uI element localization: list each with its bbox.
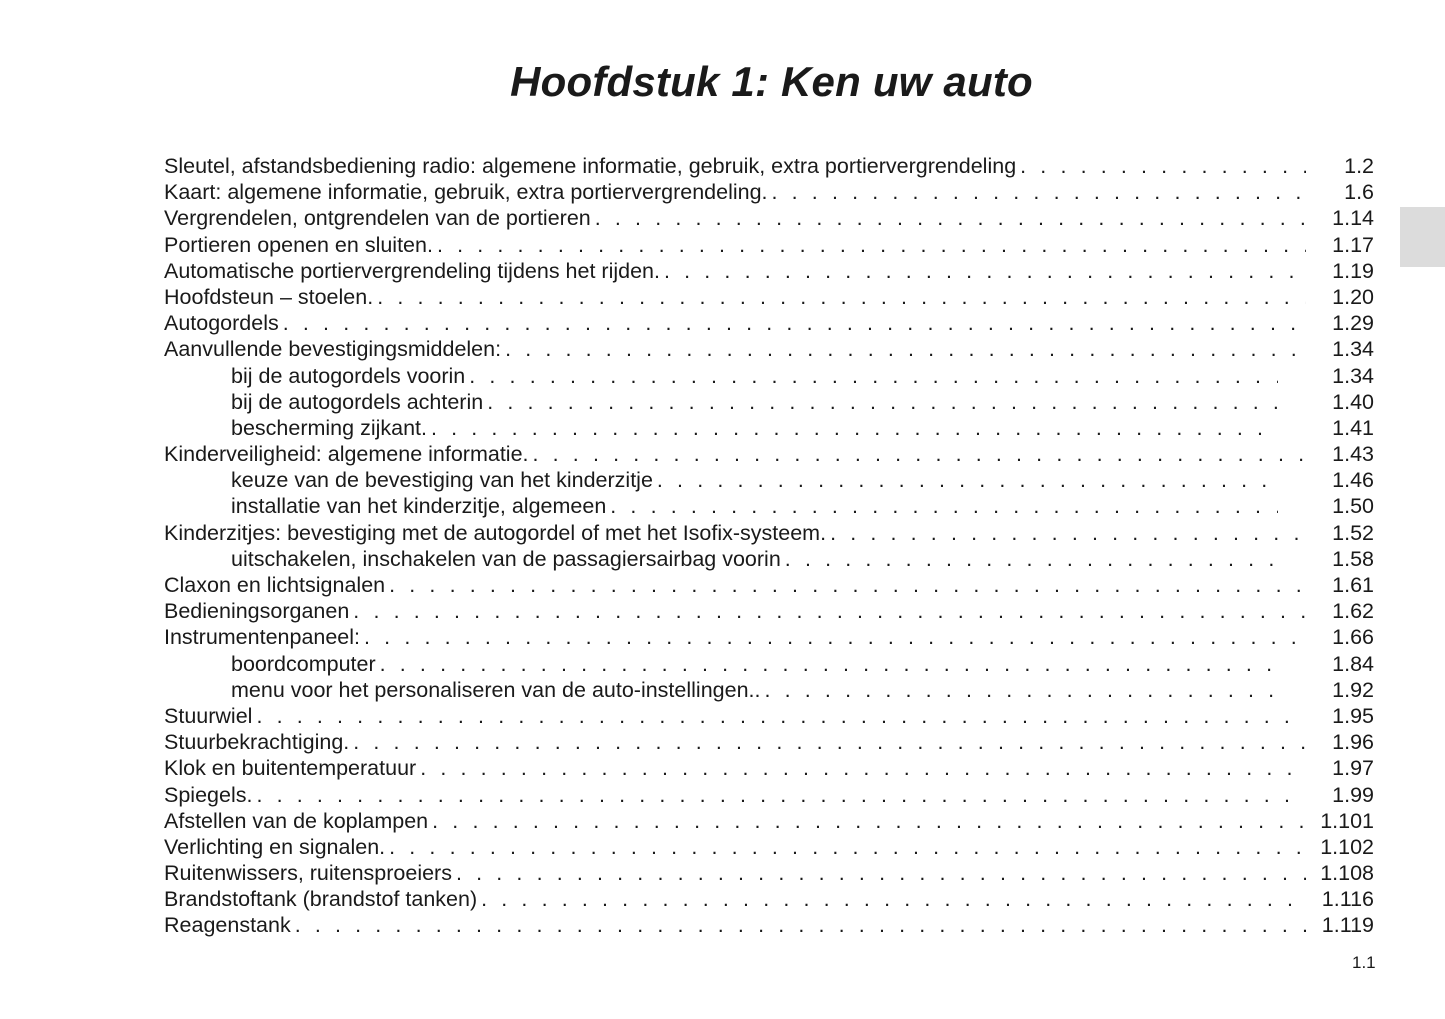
- dot-leader: [432, 808, 1306, 834]
- toc-entry-page: 1.50: [1332, 494, 1374, 519]
- dot-leader: [377, 284, 1306, 310]
- toc-entry-page: 1.58: [1332, 546, 1374, 571]
- dot-leader: [533, 441, 1306, 467]
- toc-entry[interactable]: [164, 520, 1374, 546]
- toc-entry[interactable]: [164, 232, 1374, 258]
- dot-leader: [664, 258, 1306, 284]
- toc-entry[interactable]: [164, 179, 1374, 205]
- toc-entry-page: 1.52: [1332, 520, 1374, 545]
- toc-entry[interactable]: [164, 284, 1374, 310]
- toc-entry-label: Kaart: algemene informatie, gebruik, extra portiervergrendeling.: [164, 180, 768, 205]
- toc-entry-page: 1.99: [1332, 782, 1374, 807]
- toc-subentry[interactable]: [164, 363, 1374, 389]
- toc-entry[interactable]: [164, 310, 1374, 336]
- toc-entry[interactable]: [164, 808, 1374, 834]
- dot-leader: [256, 703, 1306, 729]
- toc-entry-page: 1.66: [1332, 625, 1374, 650]
- dot-leader: [283, 310, 1306, 336]
- toc-entry[interactable]: [164, 205, 1374, 231]
- toc-subentry[interactable]: [164, 651, 1374, 677]
- toc-entry-page: 1.41: [1332, 415, 1374, 440]
- toc-entry-page: 1.17: [1332, 232, 1374, 257]
- toc-entry-page: 1.2: [1344, 154, 1374, 178]
- toc-entry-label: Klok en buitentemperatuur: [164, 756, 417, 781]
- toc-entry-page: 1.97: [1332, 756, 1374, 781]
- table-of-contents: [164, 153, 1374, 939]
- toc-entry[interactable]: [164, 598, 1374, 624]
- toc-entry[interactable]: [164, 624, 1374, 650]
- dot-leader: [764, 677, 1278, 703]
- toc-entry-label: Reagenstank: [164, 913, 291, 938]
- toc-entry[interactable]: [164, 834, 1374, 860]
- toc-subentry[interactable]: [164, 677, 1374, 703]
- toc-entry-label: installatie van het kinderzitje, algemeen: [231, 494, 607, 519]
- dot-leader: [389, 572, 1306, 598]
- toc-entry-label: Ruitenwissers, ruitensproeiers: [164, 861, 452, 886]
- toc-entry-label: Spiegels.: [164, 782, 253, 807]
- toc-entry-label: Automatische portiervergrendeling tijdens het rijden.: [164, 258, 660, 283]
- toc-entry-label: boordcomputer: [231, 651, 376, 676]
- dot-leader: [830, 520, 1306, 546]
- toc-entry-page: 1.96: [1332, 730, 1374, 755]
- toc-entry-page: 1.95: [1332, 703, 1374, 728]
- toc-subentry[interactable]: [164, 546, 1374, 572]
- dot-leader: [657, 467, 1278, 493]
- toc-entry-label: Verlichting en signalen.: [164, 834, 386, 859]
- toc-entry-label: Sleutel, afstandsbediening radio: algemene informatie, gebruik, extra portiervergrendeling: [164, 154, 1017, 178]
- dot-leader: [772, 179, 1306, 205]
- dot-leader: [785, 546, 1278, 572]
- toc-entry-page: 1.61: [1332, 573, 1374, 597]
- toc-entry-label: Stuurbekrachtiging.: [164, 730, 350, 755]
- toc-entry[interactable]: [164, 703, 1374, 729]
- dot-leader: [353, 729, 1306, 755]
- toc-entry[interactable]: [164, 572, 1374, 598]
- toc-entry-page: 1.43: [1332, 442, 1374, 467]
- toc-entry-label: bij de autogordels voorin: [231, 363, 466, 388]
- toc-entry-label: keuze van de bevestiging van het kinderzitje: [231, 468, 653, 493]
- toc-entry-page: 1.46: [1332, 468, 1374, 493]
- dot-leader: [456, 860, 1306, 886]
- toc-subentry[interactable]: [164, 467, 1374, 493]
- toc-entry-label: Aanvullende bevestigingsmiddelen:: [164, 337, 502, 362]
- toc-subentry[interactable]: [164, 493, 1374, 519]
- dot-leader: [353, 598, 1306, 624]
- toc-entry-label: bescherming zijkant.: [231, 415, 427, 440]
- toc-entry-label: Instrumentenpaneel:: [164, 625, 361, 650]
- dot-leader: [364, 624, 1306, 650]
- toc-subentry[interactable]: [164, 389, 1374, 415]
- dot-leader: [481, 886, 1306, 912]
- dot-leader: [1020, 153, 1306, 179]
- toc-entry-page: 1.34: [1332, 337, 1374, 362]
- toc-entry-page: 1.6: [1344, 180, 1374, 205]
- toc-entry-page: 1.14: [1332, 206, 1374, 231]
- dot-leader: [595, 205, 1306, 231]
- toc-entry-label: Kinderzitjes: bevestiging met de autogordel of met het Isofix-systeem.: [164, 520, 827, 545]
- toc-entry-page: 1.34: [1332, 363, 1374, 388]
- toc-entry-label: Portieren openen en sluiten.: [164, 232, 433, 257]
- toc-entry-label: bij de autogordels achterin: [231, 389, 484, 414]
- toc-entry-label: Kinderveiligheid: algemene informatie.: [164, 442, 529, 467]
- toc-entry-page: 1.62: [1332, 599, 1374, 624]
- toc-entry-label: Afstellen van de koplampen: [164, 808, 429, 833]
- toc-entry-label: uitschakelen, inschakelen van de passagiersairbag voorin: [231, 546, 781, 571]
- toc-entry[interactable]: [164, 153, 1374, 179]
- toc-entry-label: menu voor het personaliseren van de auto-instellingen..: [231, 677, 761, 702]
- toc-entry-label: Autogordels: [164, 311, 279, 336]
- toc-entry-page: 1.108: [1320, 861, 1374, 886]
- dot-leader: [431, 415, 1278, 441]
- toc-entry[interactable]: [164, 782, 1374, 808]
- toc-entry-page: 1.119: [1321, 913, 1374, 938]
- dot-leader: [487, 389, 1278, 415]
- toc-entry-label: Bedieningsorganen: [164, 599, 350, 624]
- dot-leader: [469, 363, 1278, 389]
- dot-leader: [295, 912, 1306, 938]
- dot-leader: [610, 493, 1278, 519]
- toc-entry[interactable]: [164, 912, 1374, 938]
- toc-entry[interactable]: [164, 755, 1374, 781]
- toc-entry[interactable]: [164, 729, 1374, 755]
- toc-entry-page: 1.102: [1320, 834, 1374, 859]
- dot-leader: [389, 834, 1306, 860]
- toc-entry[interactable]: [164, 886, 1374, 912]
- toc-subentry[interactable]: [164, 415, 1374, 441]
- toc-entry-page: 1.84: [1332, 651, 1374, 676]
- toc-entry[interactable]: [164, 441, 1374, 467]
- toc-entry-label: Brandstoftank (brandstof tanken): [164, 887, 478, 912]
- dot-leader: [420, 755, 1306, 781]
- chapter-tab-marker: [1400, 207, 1445, 267]
- toc-entry-page: 1.20: [1332, 284, 1374, 309]
- dot-leader: [380, 651, 1278, 677]
- toc-entry-page: 1.92: [1332, 677, 1374, 702]
- toc-entry-label: Claxon en lichtsignalen: [164, 573, 386, 597]
- dot-leader: [505, 336, 1306, 362]
- page-number: 1.1: [1352, 953, 1376, 972]
- toc-entry-label: Hoofdsteun – stoelen.: [164, 284, 374, 309]
- dot-leader: [437, 232, 1306, 258]
- toc-entry[interactable]: [164, 258, 1374, 284]
- toc-entry-page: 1.101: [1320, 808, 1374, 833]
- toc-entry-page: 1.40: [1332, 389, 1374, 414]
- toc-entry-label: Stuurwiel: [164, 703, 253, 728]
- toc-entry-page: 1.19: [1332, 258, 1374, 283]
- dot-leader: [256, 782, 1306, 808]
- toc-entry[interactable]: [164, 336, 1374, 362]
- toc-entry-label: Vergrendelen, ontgrendelen van de portieren: [164, 206, 591, 231]
- toc-entry-page: 1.29: [1332, 311, 1374, 336]
- toc-entry[interactable]: [164, 860, 1374, 886]
- chapter-title: Hoofdstuk 1: Ken uw auto: [510, 58, 1033, 106]
- toc-entry-page: 1.116: [1321, 887, 1374, 912]
